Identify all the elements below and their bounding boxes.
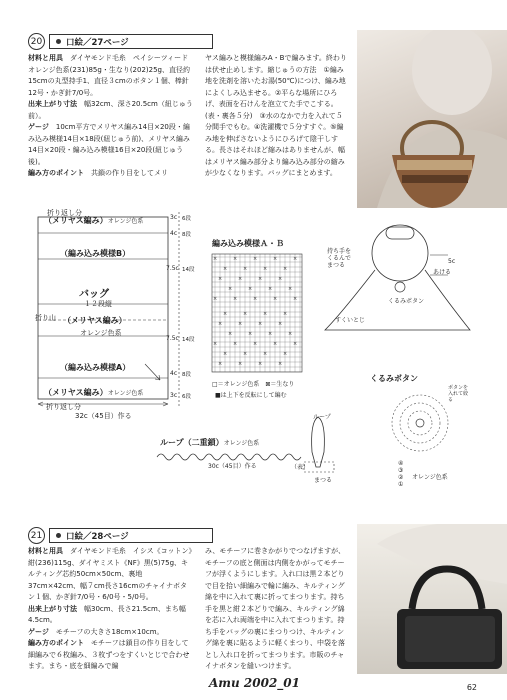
svg-text:×: × <box>223 266 228 272</box>
handle-wrap-label: 持ち手を くるんで まつる <box>327 248 352 269</box>
points-para <box>28 168 193 180</box>
hand-loop-label: ループ <box>313 414 331 421</box>
svg-text:×: × <box>288 331 293 337</box>
gauge-label: ゲージ <box>28 627 49 636</box>
svg-text:×: × <box>263 311 268 317</box>
svg-text:×: × <box>288 286 293 292</box>
height-ruler <box>177 212 181 407</box>
hand-front-label: （表） <box>291 464 310 471</box>
gauge-text: モチーフの大きさ18cm×10cm。 <box>55 627 164 636</box>
points-label: 編み方のポイント <box>28 169 84 177</box>
svg-text:×: × <box>253 296 258 302</box>
section-number: 21 <box>28 527 45 544</box>
svg-text:×: × <box>213 296 218 302</box>
gauge-text: 10cm平方でメリヤス編み14目×20段・編み込み模様14目×18段(紐じゅう前)、メリヤス編み14目×20段・編み込み模様16目×20段(紐じゅう後)。 <box>28 123 190 166</box>
chart-legend-orange: □＝オレンジ色系 ⊠＝生なり <box>212 381 295 388</box>
rows-label-5: 8段 <box>182 372 191 378</box>
materials-para <box>28 546 193 604</box>
svg-text:×: × <box>248 331 253 337</box>
svg-text:×: × <box>263 351 268 357</box>
size-text: 幅30cm、長さ21.5cm、まち幅4.5cm。 <box>28 604 186 624</box>
svg-text:×: × <box>253 341 258 347</box>
height-label-3: 7.5c <box>166 265 179 272</box>
gauge-para <box>28 627 193 639</box>
bag-illustration-top <box>357 30 507 208</box>
fold-bottom-label: 折り返し分 <box>46 403 81 411</box>
handle-sew-label: すくいとじ <box>335 317 366 324</box>
svg-text:×: × <box>273 341 278 347</box>
points-para <box>28 638 193 673</box>
svg-text:×: × <box>248 286 253 292</box>
handle-button-label: くるみボタン <box>388 298 425 305</box>
svg-text:×: × <box>253 256 258 262</box>
section-number: 20 <box>28 33 45 50</box>
svg-text:×: × <box>268 286 273 292</box>
svg-text:×: × <box>258 361 263 367</box>
materials-text: ダイヤモンド毛糸 イシス《コットン》紺(236)115g、ダイヤミスト《NF》黒(5)75g、キルティング芯約50cm×50cm、裏地37cm×42cm、幅７cm長さ16cmのチャイナボタン１個、かぎ針7/0号・6/0号・5/0号。 <box>28 547 193 601</box>
svg-text:×: × <box>278 361 283 367</box>
size-label: 出来上がり寸法 <box>28 100 77 108</box>
section-header-bar <box>49 34 213 49</box>
button-row-2: ② <box>398 474 404 481</box>
svg-text:×: × <box>223 351 228 357</box>
svg-text:×: × <box>233 341 238 347</box>
svg-text:×: × <box>293 341 298 347</box>
bag-photo-bottom <box>357 524 507 674</box>
magazine-footer: Amu 2002_01 <box>209 676 301 690</box>
size-para <box>28 604 193 627</box>
materials-label: 材料と用具 <box>28 54 63 62</box>
height-label-1: 3c <box>170 214 178 221</box>
svg-text:×: × <box>238 276 243 282</box>
svg-text:×: × <box>238 361 243 367</box>
button-row-4: ④ <box>398 460 404 467</box>
section-header-21 <box>28 528 213 543</box>
svg-text:×: × <box>283 266 288 272</box>
fold-line-label: 折り山 <box>35 314 56 322</box>
loop-length-label: 30c（45目）作る <box>208 463 257 470</box>
materials-label: 材料と用具 <box>28 547 63 555</box>
svg-text:×: × <box>273 256 278 262</box>
size-label: 出来上がり寸法 <box>28 604 77 613</box>
stripe-bottom-label: （メリヤス編み）オレンジ色系 <box>44 388 144 397</box>
svg-text:×: × <box>233 256 238 262</box>
svg-text:×: × <box>223 311 228 317</box>
center-stockinette-sub: オレンジ色系 <box>80 329 122 337</box>
svg-text:×: × <box>258 276 263 282</box>
svg-text:×: × <box>273 296 278 302</box>
bag-center-sub: １２段縦 <box>84 300 112 308</box>
points-text: 共鎖の作り目をしてメリ <box>91 169 168 177</box>
svg-text:×: × <box>263 266 268 272</box>
svg-text:×: × <box>258 321 263 327</box>
section2-left-column <box>28 546 193 673</box>
height-label-5: 4c <box>170 370 178 377</box>
loop-title: ループ（二重鎖）オレンジ色系 <box>160 438 260 447</box>
gauge-label: ゲージ <box>28 123 49 131</box>
svg-text:×: × <box>278 321 283 327</box>
button-row-1: ① <box>398 481 404 488</box>
section1-right-column: ヤス編みと模様編みA・Bで編みます。終わりは伏せ止めします。縮じゅうの方法 ①編み地を洗剤を溶いたお湯(50℃)につけ、編み地によくしみ込ませる。②平らな場所にひろげ、表面を石けんを泡立てた手でこする。(表・裏各５分) ③水のなかで力を入れて５分間手でもむ。④洗濯機で５分すすぐ。⑤編み地を伸ばさないようにひろげて陰干しする。長さはそれほど縮みはありませんが、幅はメリヤス編み部分より編み込み部分の縮みが少なくなります。バッグにまとめます。 <box>205 54 347 177</box>
svg-text:×: × <box>218 361 223 367</box>
height-label-2: 4c <box>170 230 178 237</box>
center-stockinette-label: （メリヤス編み） <box>63 316 127 325</box>
height-label-6: 3c <box>170 392 178 399</box>
svg-text:×: × <box>243 266 248 272</box>
rows-label-1: 6段 <box>182 216 191 222</box>
chart-title: 編み込み模様Ａ・Ｂ <box>212 239 284 248</box>
svg-text:×: × <box>293 256 298 262</box>
bag-center-title: バッグ <box>79 289 109 300</box>
section1-left-column <box>28 53 196 180</box>
button-color-label: オレンジ色系 <box>412 474 448 481</box>
bullet-icon <box>56 533 61 538</box>
stripe-pattern-a-label: （編み込み模様A） <box>60 363 131 372</box>
gauge-para <box>28 122 193 168</box>
handle-5c-label: 5c <box>448 258 456 265</box>
button-row-3: ③ <box>398 467 404 474</box>
svg-text:×: × <box>228 286 233 292</box>
svg-text:×: × <box>293 296 298 302</box>
knitting-chart <box>210 252 310 377</box>
hand-sew-label: まつる <box>314 477 333 484</box>
svg-text:×: × <box>218 276 223 282</box>
svg-text:×: × <box>218 321 223 327</box>
bag-illustration-bottom <box>357 524 507 674</box>
section-header-title: 口絵／27ページ <box>66 37 129 48</box>
width-label: 32c（45目）作る <box>75 412 132 420</box>
materials-para <box>28 53 196 99</box>
fold-top-label: 折り返し分 <box>47 209 82 217</box>
svg-text:×: × <box>228 331 233 337</box>
bag-photo-top <box>357 30 507 208</box>
chart-legend-note: ■は上下を反転にして編む <box>215 392 287 399</box>
rows-label-4: 14段 <box>182 337 195 343</box>
points-text: モチーフは鎖目の作り目をして細編みで６枚編み、３枚ずつをすくいとじで合わせます。まち・底を細編みで編 <box>28 639 190 670</box>
page-number: 62 <box>466 683 477 692</box>
svg-text:×: × <box>278 276 283 282</box>
size-para <box>28 99 193 122</box>
section2-right-column: み、モチーフに巻きかがりでつなげますが、モチーフの底と側面は内側をかがってモチーフが浮くようにします。入れ口は黒２本どりで目を拾い細編みで輪に編み、キルティング綿を中に入れて裏に折ってまつります。持ち手を黒と紺２本どりで編み、キルティング綿を芯に入れ両端を中に入れてまつります。持ち手をバッグの裏にまつりつけ、キルティング綿を裏に貼るように軽くまつり、中袋を落とし入れ口を折ってまつります。市販のチャイナボタンを縫いつけます。 <box>205 547 346 670</box>
svg-text:×: × <box>233 296 238 302</box>
svg-text:×: × <box>243 351 248 357</box>
svg-text:×: × <box>268 331 273 337</box>
section-header-bar <box>49 528 213 543</box>
svg-text:×: × <box>283 351 288 357</box>
button-note: ボタンを入れて絞る <box>448 385 469 403</box>
stripe-top-label: （メリヤス編み）オレンジ色系 <box>44 216 144 225</box>
section-header-title: 口絵／28ページ <box>66 531 129 542</box>
materials-text: ダイヤモンド毛糸 ペイシーツィード オレンジ色系(231)85g・生なり(202)25g、直径約15cmの丸型持手1、直径３cmのボタン１個、棒針12号・かぎ針7/0号。 <box>28 54 196 97</box>
svg-text:×: × <box>283 311 288 317</box>
size-text: 幅32cm、深さ20.5cm（紐じゅう前）。 <box>28 100 193 120</box>
bullet-icon <box>56 39 61 44</box>
rows-label-6: 6段 <box>182 394 191 400</box>
height-label-4: 7.5c <box>166 335 179 342</box>
stripe-pattern-b-label: （編み込み模様B） <box>60 249 131 258</box>
svg-text:×: × <box>243 311 248 317</box>
button-title: くるみボタン <box>370 374 418 383</box>
section-header-20 <box>28 34 213 49</box>
svg-text:×: × <box>213 256 218 262</box>
svg-text:×: × <box>238 321 243 327</box>
handle-open-label: あける <box>433 269 452 276</box>
svg-text:×: × <box>213 341 218 347</box>
points-label: 編み方のポイント <box>28 639 84 647</box>
rows-label-2: 8段 <box>182 232 191 238</box>
rows-label-3: 14段 <box>182 267 195 273</box>
